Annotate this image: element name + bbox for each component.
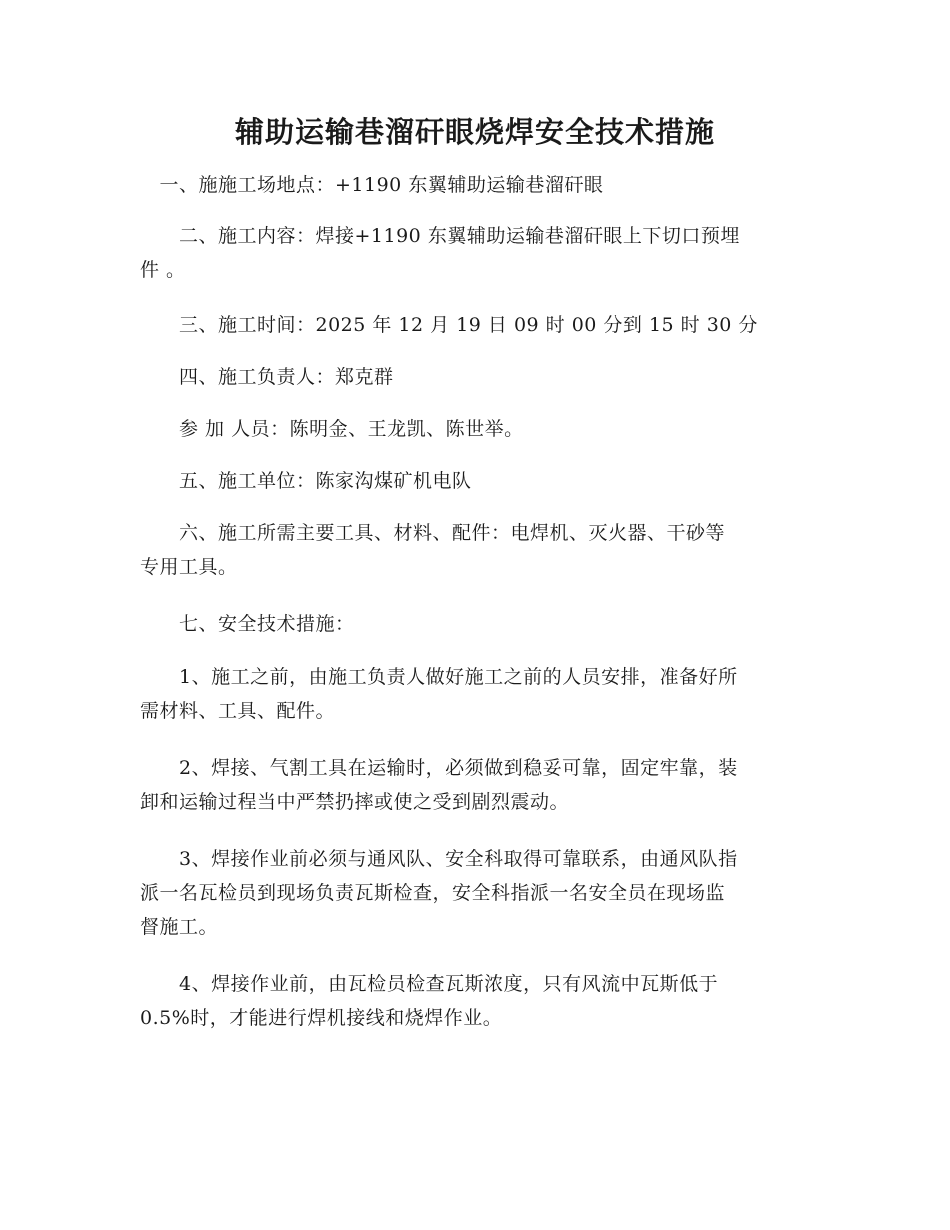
text-line: 件 。 xyxy=(140,259,186,281)
section-participants xyxy=(140,412,810,446)
text-line: 六、施工所需主要工具、材料、配件：电焊机、灭火器、干砂等 xyxy=(140,522,726,544)
text-line: 五、施工单位：陈家沟煤矿机电队 xyxy=(140,470,472,492)
text-line: 0.5%时，才能进行焊机接线和烧焊作业。 xyxy=(140,1007,503,1029)
section-safety-heading xyxy=(140,607,810,641)
text-line: 需材料、工具、配件。 xyxy=(140,700,336,722)
section-time xyxy=(140,308,810,342)
text-line: 四、施工负责人：郑克群 xyxy=(140,366,394,388)
section-content xyxy=(140,219,810,287)
measure-3 xyxy=(140,842,810,944)
text-line: 1、施工之前，由施工负责人做好施工之前的人员安排，准备好所 xyxy=(140,666,738,688)
text-line: 七、安全技术措施： xyxy=(140,613,355,635)
text-line: 卸和运输过程当中严禁扔摔或使之受到剧烈震动。 xyxy=(140,791,570,813)
section-lead xyxy=(140,360,810,394)
text-line: 2、焊接、气割工具在运输时，必须做到稳妥可靠，固定牢靠，装 xyxy=(140,757,738,779)
text-line: 专用工具。 xyxy=(140,556,238,578)
text-line: 一、施施工场地点：+1190 东翼辅助运输巷溜矸眼 xyxy=(140,174,604,196)
section-unit xyxy=(140,464,810,498)
text-line: 督施工。 xyxy=(140,916,219,938)
measure-1 xyxy=(140,660,810,728)
text-line: 二、施工内容：焊接+1190 东翼辅助运输巷溜矸眼上下切口预埋 xyxy=(140,225,740,247)
measure-2 xyxy=(140,751,810,819)
text-line: 3、焊接作业前必须与通风队、安全科取得可靠联系，由通风队指 xyxy=(140,848,738,870)
text-line: 4、焊接作业前，由瓦检员检查瓦斯浓度，只有风流中瓦斯低于 xyxy=(140,973,719,995)
document-title: 辅助运输巷溜矸眼烧焊安全技术措施 xyxy=(234,115,715,149)
text-line: 三、施工时间：2025 年 12 月 19 日 09 时 00 分到 15 时 30 分 xyxy=(140,314,758,336)
section-tools xyxy=(140,516,810,584)
text-line: 参 加 人员：陈明金、王龙凯、陈世举。 xyxy=(140,418,524,440)
section-site xyxy=(140,168,810,202)
text-line: 派一名瓦检员到现场负责瓦斯检查，安全科指派一名安全员在现场监 xyxy=(140,882,726,904)
measure-4 xyxy=(140,967,810,1035)
